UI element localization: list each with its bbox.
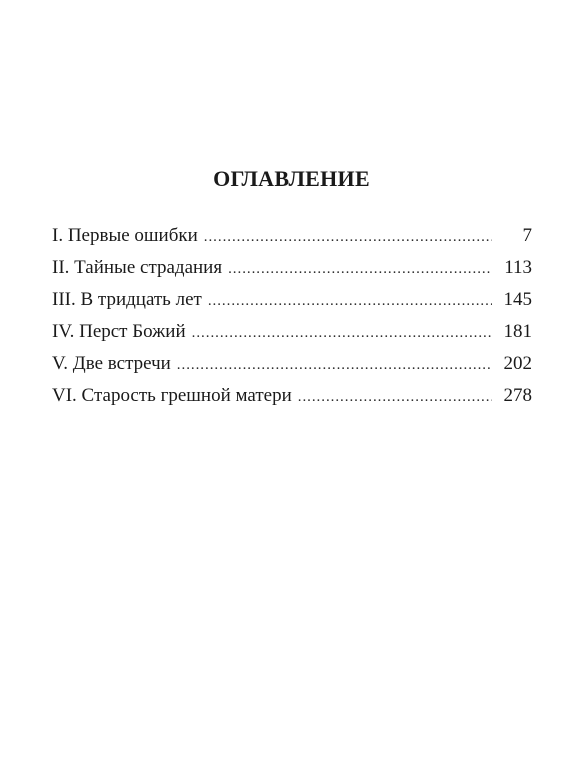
toc-page-number: 181 [503, 321, 532, 342]
dot-leader [192, 317, 492, 349]
table-of-contents [52, 220, 532, 412]
toc-title: ОГЛАВЛЕНИЕ [213, 166, 370, 191]
toc-entry[interactable] [52, 220, 532, 252]
toc-page-number: 202 [503, 353, 532, 374]
toc-entry[interactable] [52, 380, 532, 412]
toc-page-number: 7 [522, 225, 532, 246]
dot-leader [298, 381, 492, 413]
toc-chapter-title: II. Тайные страдания [52, 257, 223, 278]
toc-chapter-title: III. В тридцать лет [52, 289, 202, 310]
toc-page-number: 113 [504, 257, 532, 278]
dot-leader [228, 253, 492, 285]
toc-chapter-title: IV. Перст Божий [52, 321, 186, 342]
toc-page-number: 278 [503, 385, 532, 406]
toc-entry[interactable] [52, 284, 532, 316]
toc-page-number: 145 [503, 289, 532, 310]
toc-entry[interactable] [52, 316, 532, 348]
dot-leader [177, 349, 492, 381]
toc-chapter-title: VI. Старость грешной матери [52, 385, 292, 406]
dot-leader [204, 221, 492, 253]
toc-entry[interactable] [52, 348, 532, 380]
toc-chapter-title: I. Первые ошибки [52, 225, 198, 246]
toc-entry[interactable] [52, 252, 532, 284]
toc-chapter-title: V. Две встречи [52, 353, 171, 374]
dot-leader [208, 285, 492, 317]
